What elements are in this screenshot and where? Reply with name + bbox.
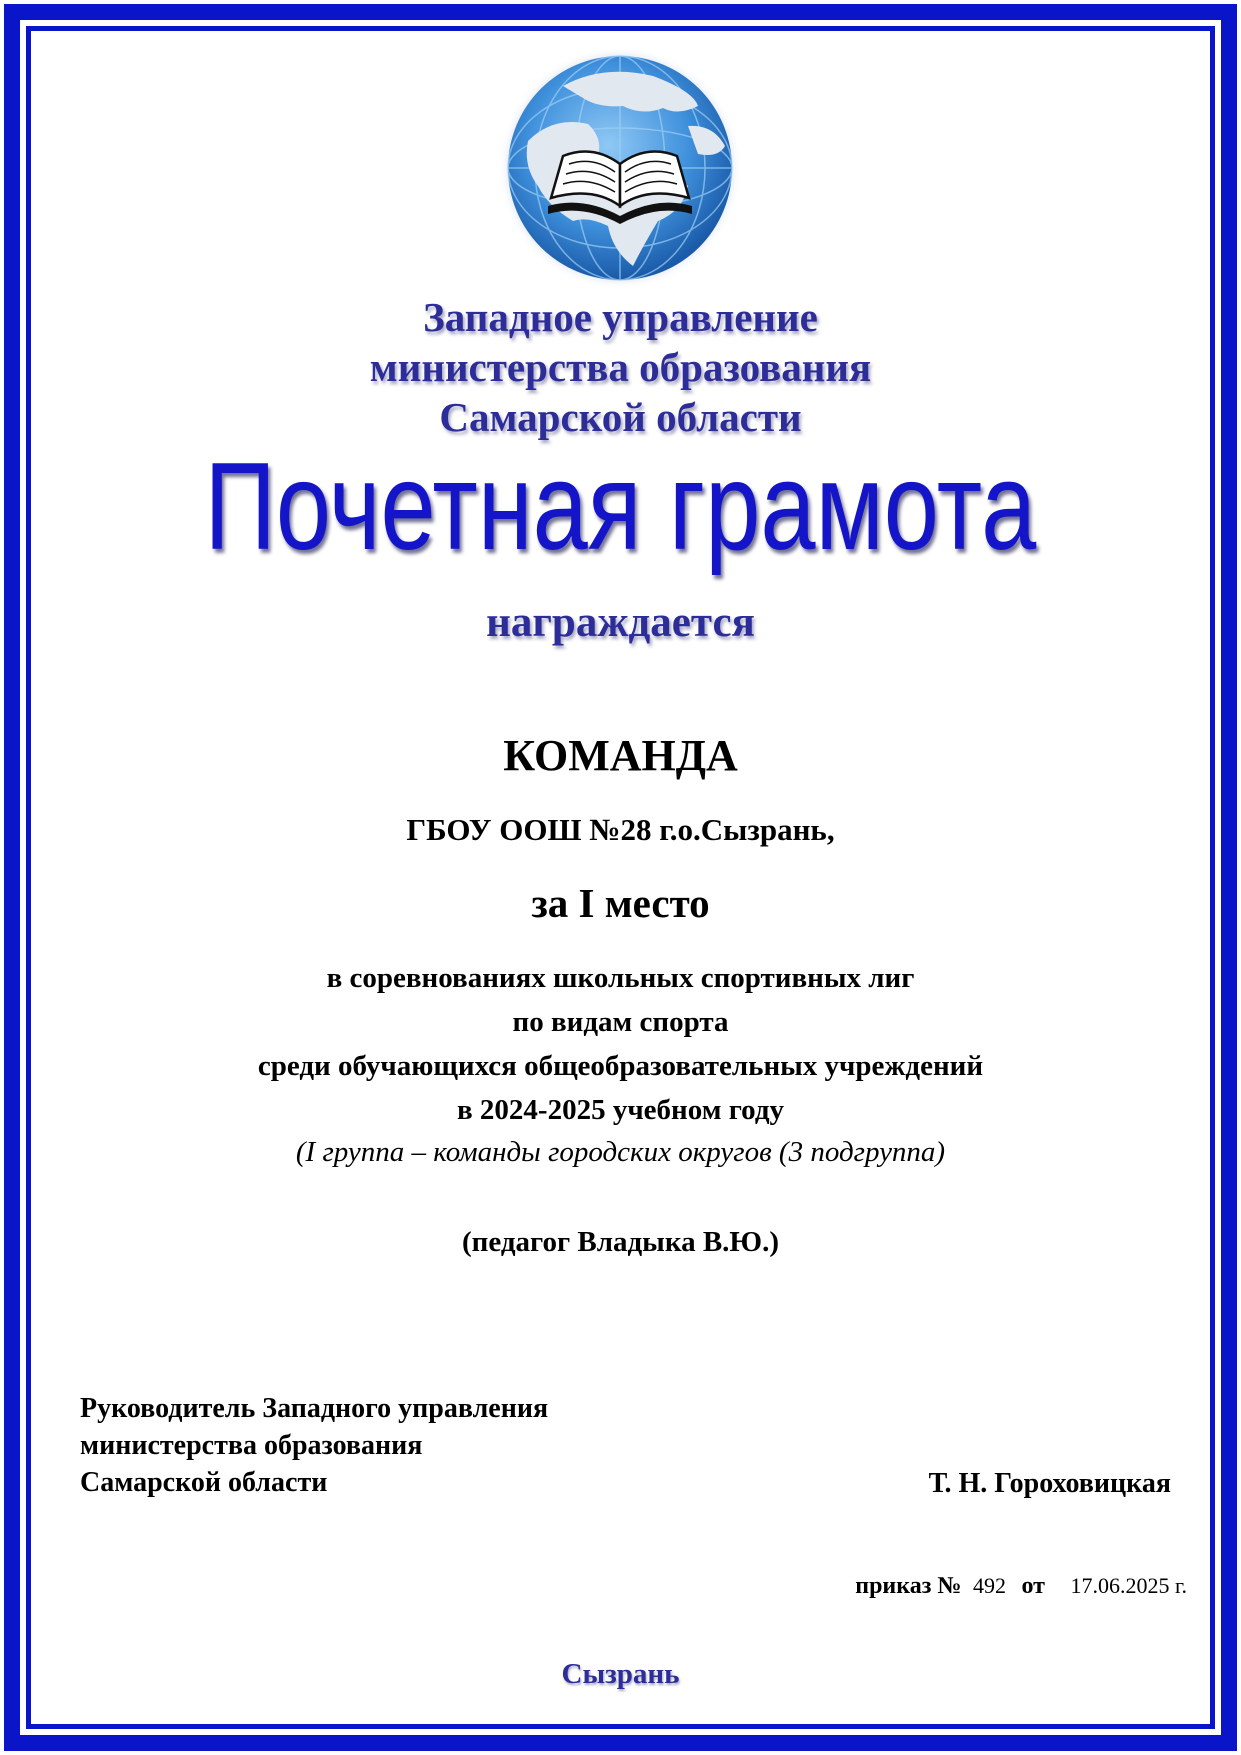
city-name: Сызрань: [561, 1658, 680, 1690]
order-reference: [855, 1569, 1187, 1603]
description-line: в соревнованиях школьных спортивных лиг: [326, 962, 915, 994]
certificate-title: Почетная грамота: [204, 438, 1037, 576]
description-line: по видам спорта: [512, 1006, 729, 1038]
signatory-title-line: Самарской области: [80, 1467, 328, 1498]
organization-line: Западное управление: [423, 294, 818, 340]
order-from-label: от: [1021, 1573, 1045, 1599]
organization-heading: [0, 292, 1241, 442]
organization-line: Самарской области: [439, 394, 802, 440]
signatory-name: Т. Н. Гороховицкая: [928, 1468, 1171, 1499]
place-awarded: за I место: [531, 880, 710, 926]
globe-with-open-book-icon: [493, 46, 747, 290]
organization-line: министерства образования: [369, 344, 872, 390]
signatory-title-line: Руководитель Западного управления: [80, 1393, 549, 1424]
school-name: ГБОУ ООШ №28 г.о.Сызрань,: [406, 812, 835, 847]
signatory-title: [80, 1390, 640, 1501]
signatory-title-line: министерства образования: [80, 1430, 423, 1461]
order-date: 17.06.2025 г.: [1070, 1573, 1187, 1598]
group-note: (I группа – команды городских округов (3 подгруппа): [295, 1136, 946, 1168]
competition-description: [0, 956, 1241, 1132]
team-label: КОМАНДА: [503, 731, 738, 780]
teacher-line: (педагог Владыка В.Ю.): [462, 1226, 779, 1258]
awarded-caption: награждается: [486, 599, 755, 646]
description-line: в 2024-2025 учебном году: [457, 1094, 784, 1126]
order-label: приказ №: [855, 1573, 962, 1599]
description-line: среди обучающихся общеобразовательных учреждений: [257, 1050, 984, 1082]
order-number: 492: [972, 1573, 1006, 1598]
